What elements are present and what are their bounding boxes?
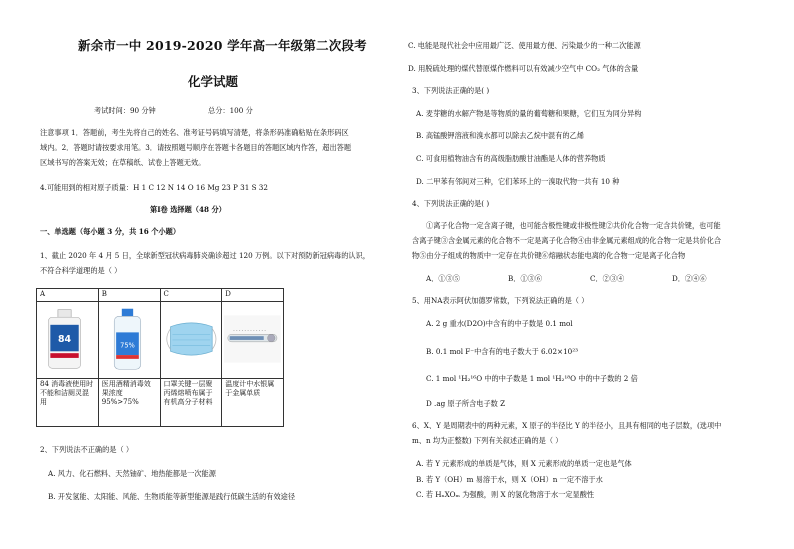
q6-option-b: B. 若 Y（OH）m 易溶于水，则 X（OH）n 一定不溶于水 <box>416 475 603 484</box>
q4-line-3: 物⑤由分子组成的物质中一定存在共价键⑥熔融状态能电离的化合物一定是离子化合物 <box>412 251 686 260</box>
label-75: 75% <box>119 341 135 350</box>
q3-option-d: D. 二甲苯有邻间对三种，它们苯环上的一溴取代物一共有 10 种 <box>416 177 620 186</box>
q5-option-c: C. 1 mol ¹H₂¹⁶O 中的中子数是 1 mol ¹H₂¹⁸O 中的中子数的 2 倍 <box>426 374 638 383</box>
total-score: 总分：100 分 <box>208 106 253 115</box>
q1-stem-line-2: 不符合科学道理的是（ ） <box>40 266 122 275</box>
q4-option-a: A．①③⑤ <box>426 274 460 283</box>
q1-image-a <box>37 302 99 379</box>
q3-option-a: A. 麦芽糖的水解产物是等物质的量的葡萄糖和果糖，它们互为同分异构 <box>416 109 642 118</box>
q1-stem-line-1: 1、截止 2020 年 4 月 5 日，全球新型冠状病毒肺炎确诊超过 120 万例。以下对预防新冠病毒的认识， <box>40 251 370 260</box>
section-heading: 第Ⅰ卷 选择题（48 分） <box>150 205 226 214</box>
disinfectant-bottle-image <box>39 304 96 374</box>
q2-option-c: C. 电能是现代社会中应用最广泛、使用最方便、污染最少的一种二次能源 <box>408 41 641 50</box>
q1-image-c <box>160 302 222 379</box>
q1-header-b: B <box>98 289 160 302</box>
q5-option-d: D .ag 原子所含电子数 Z <box>426 399 506 408</box>
notes-line-2: 域内。2．答题时请按要求用笔。3．请按照题号顺序在答题卡各题目的答题区域内作答，超出答题 <box>40 143 352 152</box>
q2-stem: 2、下列说法不正确的是（ ） <box>40 445 134 454</box>
q1-caption-c: 口罩关键一层聚丙烯熔喷布属于有机高分子材料 <box>160 379 222 427</box>
q1-header-a: A <box>37 289 99 302</box>
q4-option-c: C．②③④ <box>590 274 625 283</box>
exam-time: 考试时间：90 分钟 <box>94 106 156 115</box>
q1-options-table <box>36 288 284 427</box>
q1-caption-a: 84 消毒液使用时不能和洁厕灵混用 <box>37 379 99 427</box>
q6-option-c: C. 若 HₙXOₘ 为强酸，则 X 的氢化物溶于水一定显酸性 <box>416 490 595 499</box>
subject-title: 化学试题 <box>188 74 239 89</box>
school-title: 新余市一中 2019-2020 学年高一年级第二次段考 <box>78 38 367 53</box>
thermometer-image <box>224 304 281 374</box>
q4-option-d: D．②④⑥ <box>672 274 707 283</box>
q1-header-c: C <box>160 289 222 302</box>
notes-line-1: 注意事项 1．答题前，考生先将自己的姓名、准考证号码填写清楚，将条形码准确粘贴在条形码区 <box>40 128 349 137</box>
q4-stem: 4、下列说法正确的是( ) <box>412 199 490 208</box>
q4-line-1: ①离子化合物一定含离子键，也可能含极性键或非极性键②共价化合物一定含共价键，也可能 <box>426 221 721 230</box>
q5-option-b: B. 0.1 mol F⁻中含有的电子数大于 6.02×10²³ <box>426 347 578 356</box>
alcohol-bottle-image <box>101 304 158 374</box>
q6-option-a: A. 若 Y 元素形成的单质是气体，则 X 元素形成的单质一定也是气体 <box>416 459 632 468</box>
q4-option-b: B．①③⑥ <box>508 274 543 283</box>
q5-option-a: A. 2 g 重水(D2O)中含有的中子数是 0.1 mol <box>426 319 573 328</box>
q3-option-b: B. 高锰酸钾溶液和溴水都可以除去乙烷中混有的乙烯 <box>416 131 584 140</box>
q6-stem-line-1: 6、X、Y 是周期表中的两种元素，X 原子的半径比 Y 的半径小，且具有相同的电子层数，(选项中 <box>412 421 722 430</box>
q4-line-2: 含离子键③含金属元素的化合物不一定是离子化合物④由非金属元素组成的化合物一定是共价化合 <box>412 236 722 245</box>
q1-image-b <box>98 302 160 379</box>
q2-option-d: D. 用脱硫处理的煤代替原煤作燃料可以有效减少空气中 CO₂ 气体的含量 <box>408 64 639 73</box>
atomic-masses: 4.可能用到的相对原子质量：H 1 C 12 N 14 O 16 Mg 23 P 31 S 32 <box>40 183 268 192</box>
q5-stem: 5、用NA表示阿伏加德罗常数，下列说法正确的是（ ） <box>412 296 589 305</box>
q6-stem-line-2: m、n 均为正整数) 下列有关叙述正确的是（ ） <box>412 436 563 445</box>
q1-header-d: D <box>222 289 284 302</box>
single-choice-heading: 一、单选题（每小题 3 分，共 16 个小题） <box>40 227 181 236</box>
q2-option-b: B. 开发氢能、太阳能、风能、生物质能等新型能源是践行低碳生活的有效途径 <box>48 492 296 501</box>
q3-stem: 3、下列说法正确的是( ) <box>412 86 490 95</box>
q3-option-c: C. 可食用植物油含有的高级脂肪酸甘油酯是人体的营养物质 <box>416 154 606 163</box>
label-84: 84 <box>57 333 72 345</box>
face-mask-image <box>163 304 220 374</box>
q2-option-a: A. 风力、化石燃料、天然铀矿、地热能都是一次能源 <box>48 469 216 478</box>
notes-line-3: 区域书写的答案无效；在草稿纸、试卷上答题无效。 <box>40 158 206 167</box>
q1-caption-d: 温度计中水银属于金属单质 <box>222 379 284 427</box>
q1-image-d <box>222 302 284 379</box>
q1-caption-b: 医用酒精消毒效果浓度 95%>75% <box>98 379 160 427</box>
